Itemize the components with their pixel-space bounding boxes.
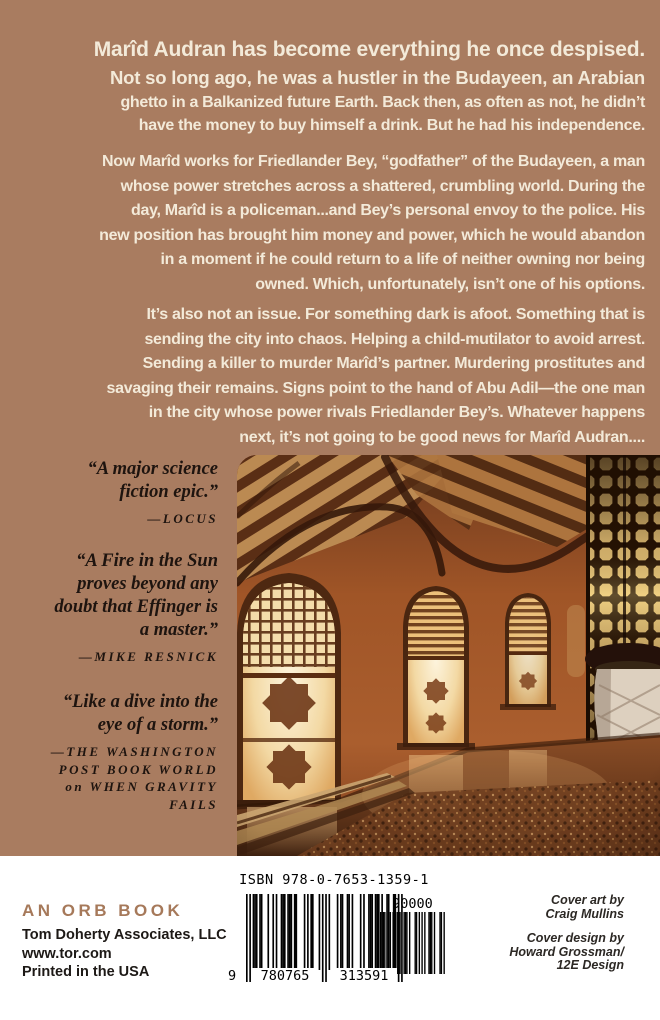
publisher-url: www.tor.com [22, 945, 112, 962]
quote-line: “A major science [87, 459, 218, 479]
blurb-line: in a moment if he could return to a life of neither owning nor being [160, 251, 645, 268]
blurb-line: new position has brought him money and power, which he would abandon [99, 226, 645, 244]
credit-line: Craig Mullins [545, 906, 624, 921]
blurb-line: owned. Which, unfortunately, isn’t one of his options. [255, 275, 645, 293]
credit-line: Cover design by [526, 931, 624, 945]
cover-design-credit [509, 932, 624, 973]
publisher-line: Tom Doherty Associates, LLC [22, 927, 227, 943]
blurb-line: Not so long ago, he was a hustler in the Budayeen, an Arabian [109, 67, 645, 88]
ean5-addon-barcode [380, 912, 446, 974]
credit-line: Cover art by [551, 893, 624, 907]
barcode-digit-group: 9 [228, 968, 237, 984]
quote-line: “A Fire in the Sun [76, 550, 218, 571]
blurb-line: Marîd Audran has become everything he once despised. [93, 38, 645, 61]
imprint-name: AN ORB BOOK [22, 901, 184, 920]
quote-line: “Like a dive into the [62, 692, 218, 712]
review-quote-resnick [0, 550, 218, 666]
barcode-digit-group: 780765 [252, 968, 318, 984]
quote-attribution: —THE WASHINGTON [50, 744, 218, 759]
quote-attribution: POST BOOK WORLD [58, 761, 218, 777]
publisher-section [0, 856, 660, 1020]
quote-line: fiction epic.” [119, 482, 218, 502]
blurb-line: savaging their remains. Signs point to the hand of Abu Adil—the one man [106, 379, 645, 397]
cover-credits [509, 894, 624, 973]
barcode-digit-group: 313591 [331, 968, 397, 984]
review-quote-locus [0, 458, 218, 528]
quote-line: a master.” [139, 619, 218, 640]
cover-art-credit [509, 894, 624, 921]
publisher-line: Printed in the USA [22, 964, 150, 980]
blurb-line: day, Marîd is a policeman...and Bey’s personal envoy to the police. His [131, 202, 645, 219]
publisher-block [22, 901, 227, 982]
quote-line: doubt that Effinger is [54, 596, 218, 617]
quote-line: eye of a storm.” [97, 715, 218, 735]
quote-attribution: on WHEN GRAVITY [65, 779, 218, 794]
blurb-paragraph-2 [0, 150, 645, 297]
quote-attribution: —LOCUS [147, 511, 218, 526]
blurb-paragraph-3 [0, 303, 645, 450]
review-quotes [0, 458, 218, 813]
blurb-line: sending the city into chaos. Helping a child-mutilator to avoid arrest. [144, 330, 645, 348]
review-quote-washington-post [0, 691, 218, 813]
blurb-line: in the city whose power rivals Friedlander Bey’s. Whatever happens [148, 404, 645, 421]
credit-line: 12E Design [556, 958, 624, 972]
cover-art [237, 455, 660, 856]
credit-line: Howard Grossman/ [509, 944, 624, 959]
blurb-line: next, it’s not going to be good news for Marîd Audran.... [239, 428, 645, 446]
blurb-line: have the money to buy himself a drink. But he had his independence. [138, 117, 645, 134]
blurb-line: Sending a killer to murder Marîd’s partner. Murdering prostitutes and [142, 355, 645, 372]
cover-art-illustration [237, 455, 660, 856]
quote-attribution: FAILS [169, 796, 218, 812]
quote-attribution: —MIKE RESNICK [78, 648, 218, 664]
blurb-paragraph-1 [0, 36, 645, 137]
blurb-line: It’s also not an issue. For something dark is afoot. Something that is [146, 306, 645, 323]
blurb-line: ghetto in a Balkanized future Earth. Back then, as often as not, he didn’t [120, 94, 645, 111]
barcode-addon-label: 90000 [392, 896, 433, 912]
isbn-number-label: ISBN 978-0-7653-1359-1 [239, 872, 429, 888]
blurb-line: whose power stretches across a shattered, crumbling world. During the [120, 177, 645, 195]
quote-line: proves beyond any [77, 573, 218, 594]
blurb-line: Now Marîd works for Friedlander Bey, “godfather” of the Budayeen, a man [102, 153, 645, 170]
